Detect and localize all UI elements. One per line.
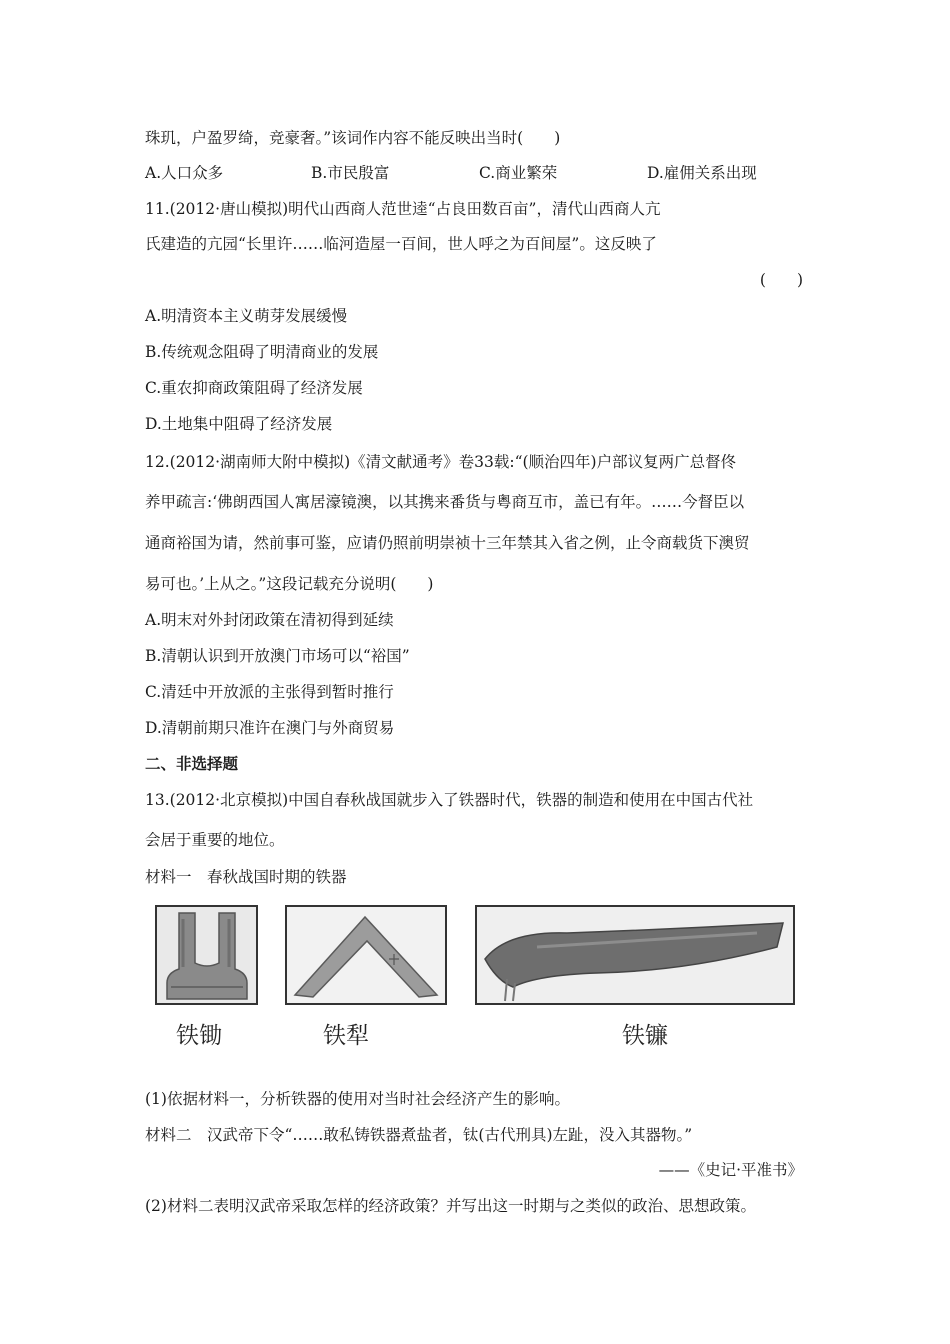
q10-option-d: D.雇佣关系出现 [647,164,757,182]
q12-option-a: A.明末对外封闭政策在清初得到延续 [145,611,394,629]
q12-stem-line-1: 12.(2012·湖南师大附中模拟)《清文献通考》卷33载:“(顺治四年)户部议复两广总督佟 [145,453,737,471]
q12-option-d: D.清朝前期只准许在澳门与外商贸易 [145,719,395,737]
q11-option-a: A.明清资本主义萌芽发展缓慢 [145,307,348,325]
iron-sickle-image [475,905,795,1005]
q10-stem-tail: 珠玑，户盈罗绮，竞豪奢。”该词作内容不能反映出当时( ) [145,129,561,147]
q10-option-b: B.市民殷富 [311,164,390,182]
caption-iron-hoe: 铁锄 [176,1023,222,1049]
q12-stem-line-2: 养甲疏言:‘佛朗西国人寓居濠镜澳，以其携来番货与粤商互市，盖已有年。……今督臣以 [145,493,745,511]
material-2: 材料二 汉武帝下令“……敢私铸铁器煮盐者，钛(古代刑具)左趾，没入其器物。” [145,1126,693,1144]
iron-sickle-icon [477,907,793,1003]
q11-stem-line-1: 11.(2012·唐山模拟)明代山西商人范世逵“占良田数百亩”，清代山西商人亢 [145,200,661,218]
iron-plow-icon [287,907,445,1003]
q12-option-b: B.清朝认识到开放澳门市场可以“裕国” [145,647,410,665]
q13-part-2: (2)材料二表明汉武帝采取怎样的经济政策？并写出这一时期与之类似的政治、思想政策。 [145,1197,756,1215]
q11-stem-line-2: 氏建造的亢园“长里许……临河造屋一百间，世人呼之为百间屋”。这反映了 [145,235,657,253]
caption-iron-sickle: 铁镰 [622,1023,668,1049]
q12-stem-line-3: 通商裕国为请，然前事可鉴，应请仍照前明崇祯十三年禁其入省之例，止令商载货下澳贸 [145,534,750,552]
q10-option-a: A.人口众多 [145,164,224,182]
iron-hoe-image [155,905,258,1005]
material-2-source: ——《史记·平准书》 [658,1161,803,1179]
q12-option-c: C.清廷中开放派的主张得到暂时推行 [145,683,394,701]
q13-part-1: (1)依据材料一，分析铁器的使用对当时社会经济产生的影响。 [145,1090,570,1108]
q13-stem-line-1: 13.(2012·北京模拟)中国自春秋战国就步入了铁器时代，铁器的制造和使用在中国古代社 [145,791,754,809]
q10-option-c: C.商业繁荣 [479,164,558,182]
iron-hoe-icon [157,907,256,1003]
q11-option-d: D.土地集中阻碍了经济发展 [145,415,333,433]
q11-option-c: C.重农抑商政策阻碍了经济发展 [145,379,363,397]
material-1-title: 材料一 春秋战国时期的铁器 [145,868,347,886]
iron-plow-image [285,905,447,1005]
section-heading: 二、非选择题 [145,754,239,773]
caption-iron-plow: 铁犁 [323,1023,369,1049]
q11-answer-paren: ( ) [759,271,803,289]
q13-stem-line-2: 会居于重要的地位。 [145,831,285,849]
q12-stem-line-4: 易可也。’上从之。”这段记载充分说明( ) [145,575,434,593]
q11-option-b: B.传统观念阻碍了明清商业的发展 [145,343,379,361]
